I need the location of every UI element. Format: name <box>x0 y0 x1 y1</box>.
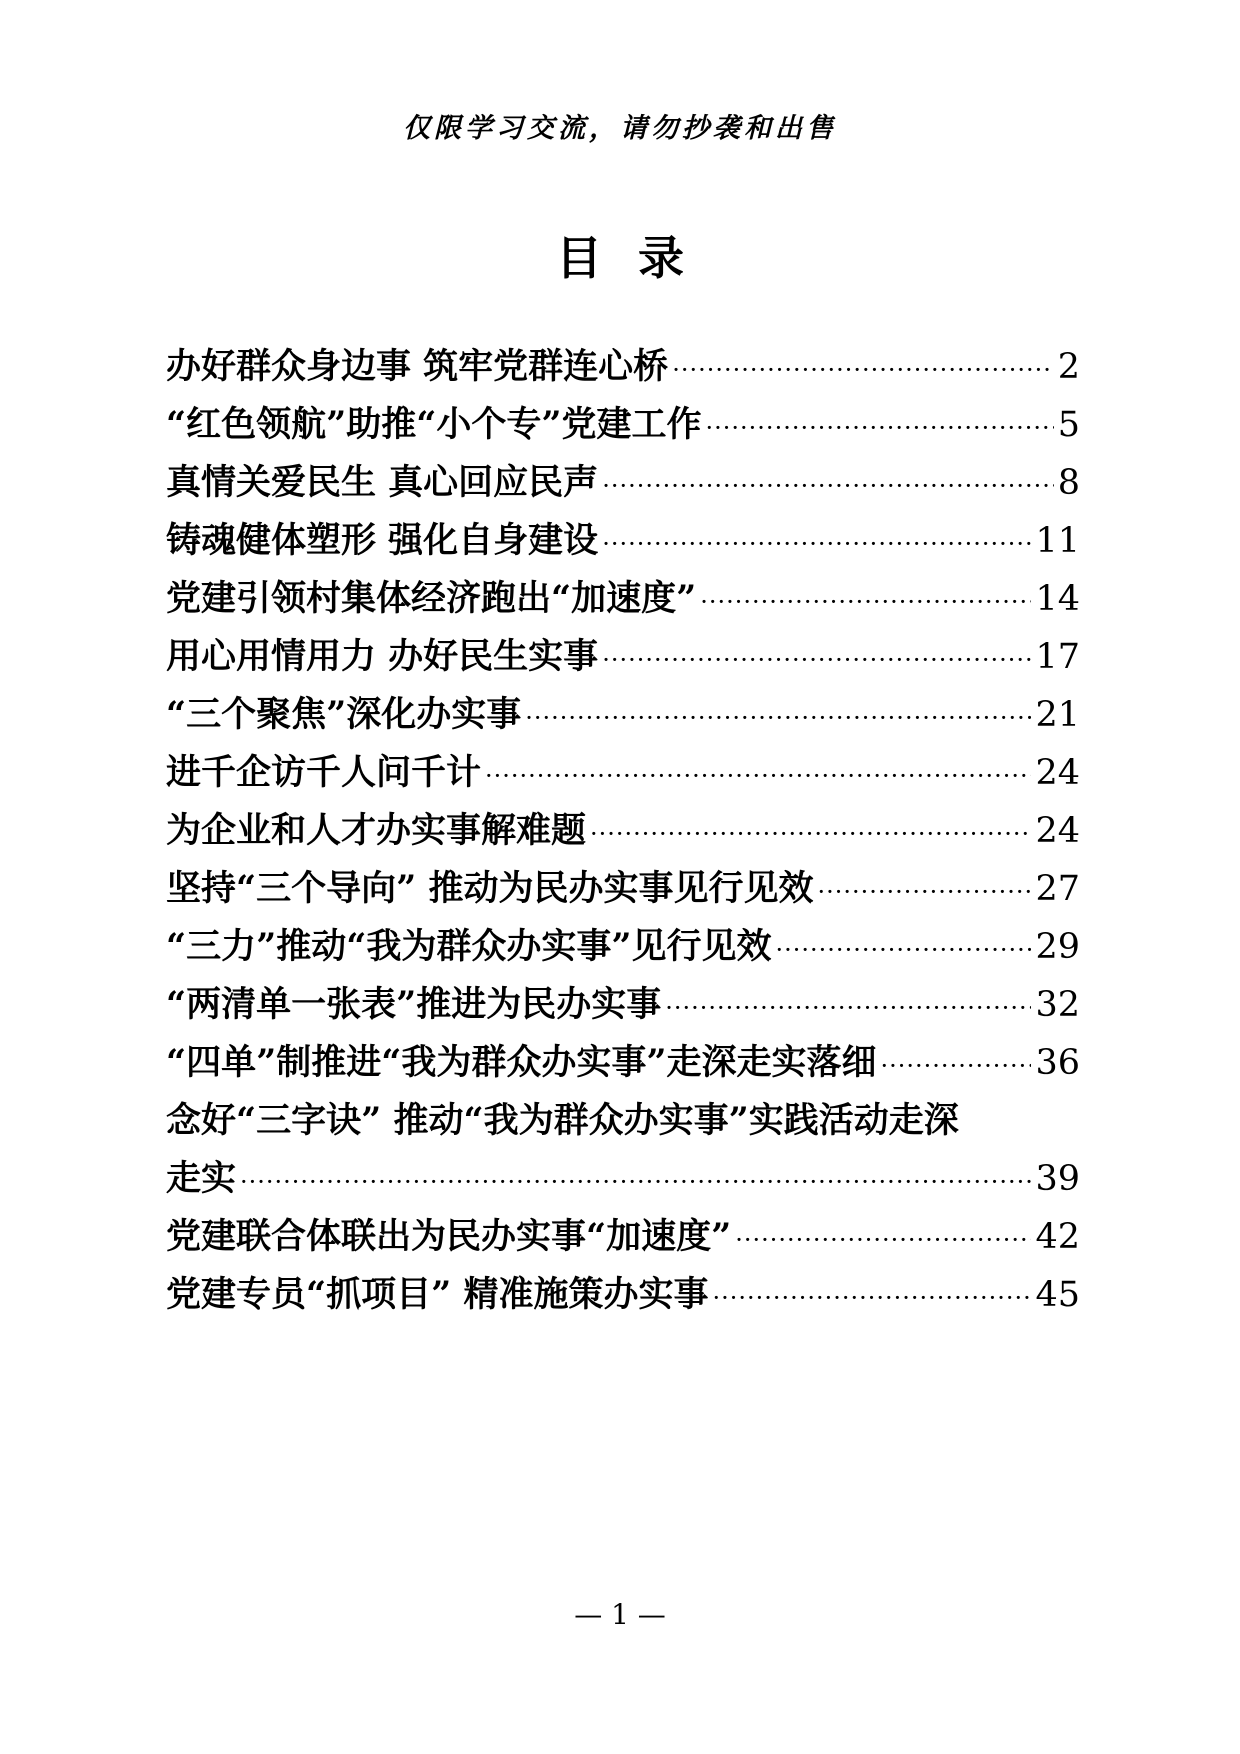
toc-entry-title: 党建引领村集体经济跑出“加速度” <box>166 578 697 619</box>
toc-entry-title: 党建联合体联出为民办实事“加速度” <box>166 1216 732 1257</box>
toc-entry[interactable] <box>166 1208 1080 1266</box>
toc-entry-title: “红色领航”助推“小个专”党建工作 <box>166 404 702 445</box>
toc-entry[interactable] <box>166 686 1080 744</box>
toc-entry-page: 2 <box>1057 347 1080 387</box>
toc-entry-page: 8 <box>1057 463 1080 503</box>
dot-leader <box>590 805 1031 863</box>
toc-entry-page: 24 <box>1035 753 1080 793</box>
page-title: 目录 <box>556 231 720 285</box>
toc-entry-page: 36 <box>1035 1043 1080 1083</box>
toc-entry-title: “四单”制推进“我为群众办实事”走深走实落细 <box>166 1042 877 1083</box>
dot-leader <box>700 573 1031 631</box>
toc-entry-page: 17 <box>1035 637 1080 677</box>
table-of-contents <box>166 338 1080 1324</box>
toc-entry-page: 5 <box>1057 405 1080 445</box>
toc-entry[interactable] <box>166 860 1080 918</box>
dot-leader <box>525 689 1031 747</box>
toc-entry-page: 42 <box>1035 1217 1080 1257</box>
toc-entry-title: 为企业和人才办实事解难题 <box>166 810 587 851</box>
toc-entry-title: “三个聚焦”深化办实事 <box>166 694 522 735</box>
dot-leader <box>485 747 1031 805</box>
toc-entry-title: “两清单一张表”推进为民办实事 <box>166 984 662 1025</box>
toc-entry[interactable] <box>166 1266 1080 1324</box>
toc-entry[interactable] <box>166 454 1080 512</box>
dot-leader <box>706 399 1054 457</box>
toc-entry-title: 坚持“三个导向” 推动为民办实事见行见效 <box>166 868 814 909</box>
watermark-text: 仅限学习交流，请勿抄袭和出售 <box>403 113 837 144</box>
dot-leader <box>240 1153 1031 1211</box>
toc-entry-title: 用心用情用力 办好民生实事 <box>166 636 599 677</box>
toc-entry[interactable] <box>166 918 1080 976</box>
toc-entry-page: 29 <box>1035 927 1080 967</box>
toc-entry[interactable] <box>166 976 1080 1034</box>
dot-leader <box>602 631 1031 689</box>
toc-entry-title: “三力”推动“我为群众办实事”见行见效 <box>166 926 772 967</box>
toc-entry[interactable] <box>166 802 1080 860</box>
dot-leader <box>672 341 1054 399</box>
dot-leader <box>817 863 1031 921</box>
toc-entry-title: 真情关爱民生 真心回应民声 <box>166 462 599 503</box>
dot-leader <box>712 1269 1031 1327</box>
toc-entry-page: 11 <box>1035 521 1080 561</box>
dot-leader <box>735 1211 1031 1269</box>
toc-entry-page: 21 <box>1035 695 1080 735</box>
toc-entry[interactable] <box>166 338 1080 396</box>
dot-leader <box>665 979 1031 1037</box>
dot-leader <box>602 457 1054 515</box>
toc-entry-title: 铸魂健体塑形 强化自身建设 <box>166 520 599 561</box>
toc-entry-title: 念好“三字诀” 推动“我为群众办实事”实践活动走深 <box>166 1100 959 1141</box>
toc-entry-page: 14 <box>1035 579 1080 619</box>
page-number: — 1 — <box>574 1598 666 1631</box>
toc-entry-page: 45 <box>1035 1275 1080 1315</box>
dot-leader <box>776 921 1032 979</box>
toc-entry[interactable] <box>166 744 1080 802</box>
toc-entry[interactable] <box>166 1092 1080 1208</box>
toc-entry-title: 办好群众身边事 筑牢党群连心桥 <box>166 346 669 387</box>
toc-entry[interactable] <box>166 512 1080 570</box>
dot-leader <box>602 515 1031 573</box>
toc-entry-page: 24 <box>1035 811 1080 851</box>
toc-entry-page: 39 <box>1035 1159 1080 1199</box>
toc-entry-page: 32 <box>1035 985 1080 1025</box>
toc-entry-title-continued: 走实 <box>166 1158 237 1199</box>
toc-entry[interactable] <box>166 570 1080 628</box>
toc-entry[interactable] <box>166 1034 1080 1092</box>
toc-entry-title: 进千企访千人问千计 <box>166 752 482 793</box>
toc-entry[interactable] <box>166 396 1080 454</box>
toc-entry[interactable] <box>166 628 1080 686</box>
dot-leader <box>881 1037 1032 1095</box>
toc-entry-title: 党建专员“抓项目” 精准施策办实事 <box>166 1274 709 1315</box>
toc-entry-page: 27 <box>1035 869 1080 909</box>
